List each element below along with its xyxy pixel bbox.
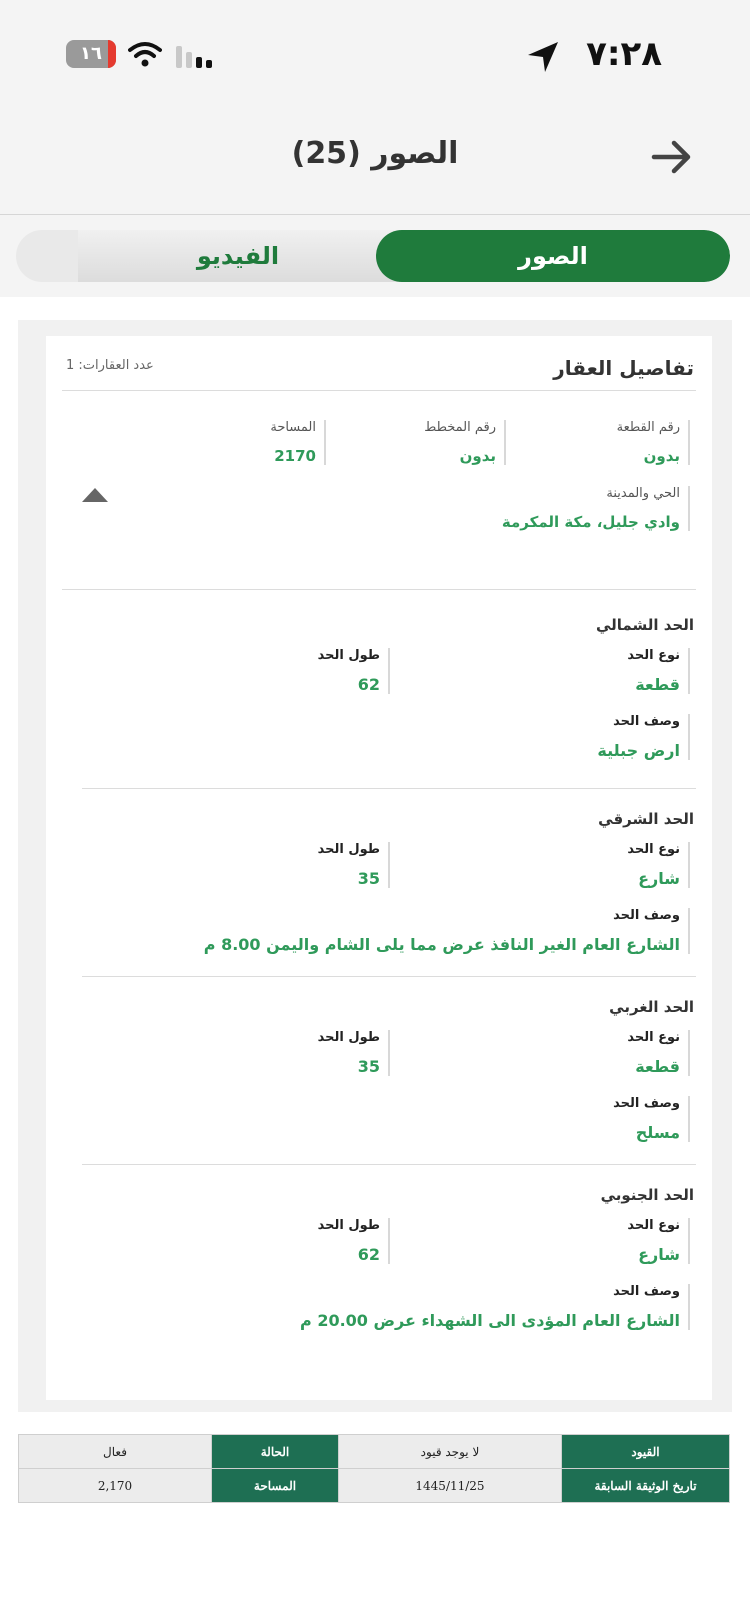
arrow-right-icon[interactable] xyxy=(650,135,694,179)
divider xyxy=(82,976,696,977)
area-label: المساحة xyxy=(270,420,316,435)
south-desc-field xyxy=(300,1284,690,1330)
divider xyxy=(82,788,696,789)
area-label-cell: المساحة xyxy=(212,1469,339,1503)
west-desc-value: مسلح xyxy=(635,1123,680,1142)
status-value-cell: فعال xyxy=(19,1435,212,1469)
table-row xyxy=(19,1435,730,1469)
west-length-field xyxy=(318,1030,390,1076)
west-length-label: طول الحد xyxy=(317,1030,380,1045)
wifi-icon xyxy=(128,40,162,68)
plan-number-field xyxy=(424,420,506,465)
tab-photos[interactable]: الصور xyxy=(376,230,730,282)
property-details-card xyxy=(46,336,712,1400)
south-length-field xyxy=(318,1218,390,1264)
collapse-triangle-icon[interactable] xyxy=(82,488,108,502)
east-length-field xyxy=(318,842,390,888)
area-value: 2170 xyxy=(274,447,316,465)
plot-number-value: بدون xyxy=(643,447,680,465)
south-type-label: نوع الحد xyxy=(627,1218,680,1233)
north-type-field xyxy=(627,648,690,694)
plot-number-field xyxy=(617,420,690,465)
restrictions-value-cell: لا يوجد قيود xyxy=(339,1435,562,1469)
north-type-label: نوع الحد xyxy=(627,648,680,663)
west-type-label: نوع الحد xyxy=(627,1030,680,1045)
south-type-value: شارع xyxy=(638,1245,680,1264)
west-type-value: قطعة xyxy=(635,1057,680,1076)
tabs-area xyxy=(0,215,750,297)
prev-date-value-cell: 1445/11/25 xyxy=(339,1469,562,1503)
south-desc-label: وصف الحد xyxy=(613,1284,680,1299)
north-desc-label: وصف الحد xyxy=(613,714,680,729)
east-desc-value: الشارع العام الغير النافذ عرض مما يلى الشام واليمن 8.00 م xyxy=(203,935,680,954)
status-label-cell: الحالة xyxy=(212,1435,339,1469)
south-border-title: الحد الجنوبي xyxy=(600,1186,694,1204)
battery-low-indicator xyxy=(108,40,116,68)
divider xyxy=(62,589,696,590)
south-desc-value: الشارع العام المؤدى الى الشهداء عرض 20.00 م xyxy=(300,1311,680,1330)
east-border-title: الحد الشرقي xyxy=(598,810,694,828)
east-desc-field xyxy=(204,908,690,954)
deed-info-table xyxy=(18,1434,730,1503)
east-length-value: 35 xyxy=(357,869,380,888)
west-length-value: 35 xyxy=(357,1057,380,1076)
property-count: عدد العقارات: 1 xyxy=(66,358,154,373)
north-desc-value: ارض جبلية xyxy=(597,741,680,760)
north-type-value: قطعة xyxy=(635,675,680,694)
area-field xyxy=(270,420,326,465)
south-type-field xyxy=(627,1218,690,1264)
south-length-value: 62 xyxy=(357,1245,380,1264)
north-length-field xyxy=(318,648,390,694)
restrictions-label-cell: القيود xyxy=(562,1435,730,1469)
east-length-label: طول الحد xyxy=(317,842,380,857)
area-value-cell: 2,170 xyxy=(19,1469,212,1503)
north-border-title: الحد الشمالي xyxy=(595,616,694,634)
header xyxy=(0,100,750,215)
east-type-field xyxy=(627,842,690,888)
prev-date-label-cell: تاريخ الوثيقة السابقة xyxy=(562,1469,730,1503)
divider xyxy=(82,1164,696,1165)
east-type-value: شارع xyxy=(638,869,680,888)
district-label: الحي والمدينة xyxy=(606,486,680,501)
tabs xyxy=(16,230,730,282)
signal-icon xyxy=(176,44,216,68)
west-desc-label: وصف الحد xyxy=(613,1096,680,1111)
north-length-label: طول الحد xyxy=(317,648,380,663)
tab-video[interactable]: الفيديو xyxy=(78,230,398,282)
south-length-label: طول الحد xyxy=(317,1218,380,1233)
west-desc-field xyxy=(613,1096,690,1142)
battery-icon: ١٦ xyxy=(66,40,116,68)
plan-number-value: بدون xyxy=(459,447,496,465)
west-border-title: الحد الغربي xyxy=(609,998,694,1016)
district-field xyxy=(502,486,690,531)
status-bar xyxy=(0,0,750,100)
plot-number-label: رقم القطعة xyxy=(616,420,680,435)
page-title: الصور (25) xyxy=(291,136,459,171)
card-title: تفاصيل العقار xyxy=(553,356,694,380)
east-desc-label: وصف الحد xyxy=(613,908,680,923)
west-type-field xyxy=(627,1030,690,1076)
east-type-label: نوع الحد xyxy=(627,842,680,857)
north-desc-field xyxy=(597,714,690,760)
plan-number-label: رقم المخطط xyxy=(424,420,496,435)
status-time: ٧:٢٨ xyxy=(586,34,662,74)
location-arrow-icon xyxy=(526,40,560,74)
table-row xyxy=(19,1469,730,1503)
divider xyxy=(62,390,696,391)
district-value: وادي جليل، مكة المكرمة xyxy=(501,513,680,531)
north-length-value: 62 xyxy=(357,675,380,694)
